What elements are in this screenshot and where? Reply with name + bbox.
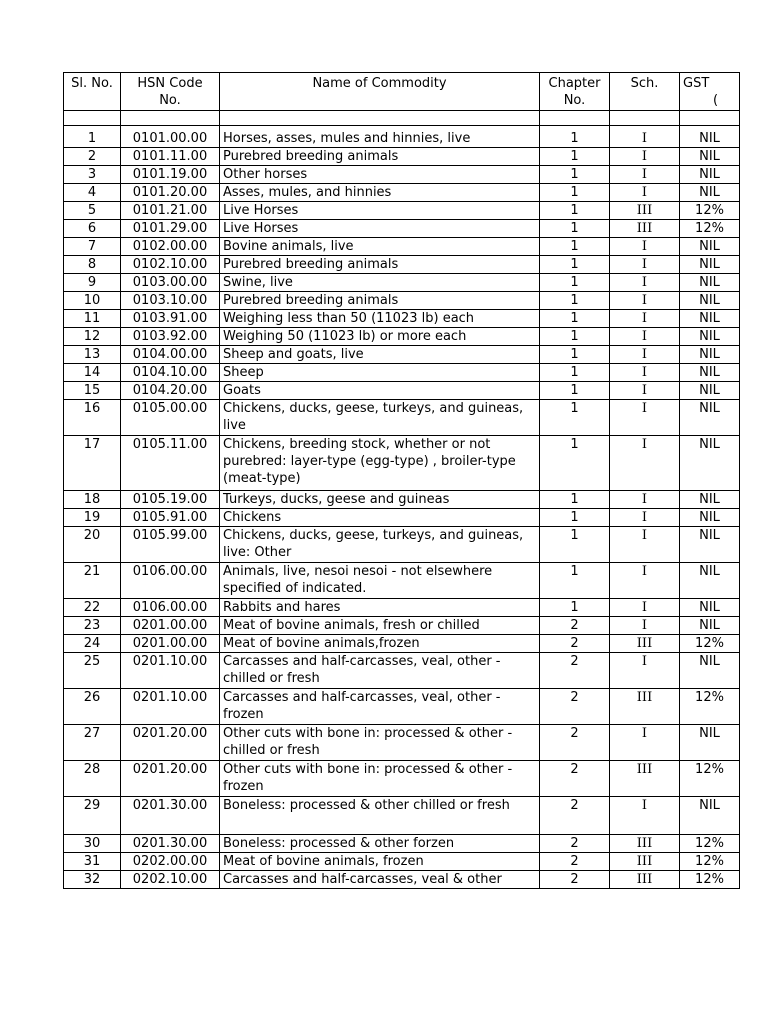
cell-gst: NIL <box>680 725 740 761</box>
table-body <box>64 126 740 889</box>
table-row <box>64 184 740 202</box>
cell-chapter: 1 <box>540 436 610 491</box>
cell-name: Carcasses and half-carcasses, veal, other - frozen <box>220 689 540 725</box>
cell-sl: 17 <box>64 436 121 491</box>
cell-chapter: 1 <box>540 274 610 292</box>
cell-chapter: 2 <box>540 761 610 797</box>
table-row <box>64 436 740 491</box>
cell-hsn: 0202.00.00 <box>121 853 220 871</box>
cell-sch: I <box>610 256 680 274</box>
cell-chapter: 1 <box>540 328 610 346</box>
cell-name: Meat of bovine animals, fresh or chilled <box>220 617 540 635</box>
cell-chapter: 2 <box>540 617 610 635</box>
cell-chapter: 1 <box>540 509 610 527</box>
cell-chapter: 1 <box>540 599 610 617</box>
cell-sch: I <box>610 617 680 635</box>
table-row <box>64 346 740 364</box>
table-row <box>64 617 740 635</box>
cell-sl: 13 <box>64 346 121 364</box>
cell-gst: NIL <box>680 328 740 346</box>
cell-sch: I <box>610 400 680 436</box>
cell-sch: I <box>610 491 680 509</box>
cell-name: Animals, live, nesoi nesoi - not elsewhere specified of indicated. <box>220 563 540 599</box>
cell-hsn: 0105.19.00 <box>121 491 220 509</box>
cell-sl: 8 <box>64 256 121 274</box>
cell-sl: 23 <box>64 617 121 635</box>
header-hsn: HSN Code No. <box>121 73 220 111</box>
cell-sch: I <box>610 328 680 346</box>
cell-gst: NIL <box>680 274 740 292</box>
cell-gst: NIL <box>680 617 740 635</box>
cell-sl: 12 <box>64 328 121 346</box>
table-row <box>64 220 740 238</box>
cell-sl: 15 <box>64 382 121 400</box>
cell-hsn: 0201.30.00 <box>121 797 220 835</box>
cell-hsn: 0106.00.00 <box>121 563 220 599</box>
cell-sch: III <box>610 871 680 889</box>
cell-gst: NIL <box>680 491 740 509</box>
cell-chapter: 2 <box>540 725 610 761</box>
cell-sch: I <box>610 238 680 256</box>
cell-hsn: 0106.00.00 <box>121 599 220 617</box>
cell-hsn: 0102.00.00 <box>121 238 220 256</box>
cell-name: Weighing 50 (11023 lb) or more each <box>220 328 540 346</box>
cell-sl: 28 <box>64 761 121 797</box>
cell-hsn: 0105.11.00 <box>121 436 220 491</box>
cell-sl: 24 <box>64 635 121 653</box>
cell-sch: III <box>610 853 680 871</box>
cell-hsn: 0103.92.00 <box>121 328 220 346</box>
cell-chapter: 2 <box>540 653 610 689</box>
table-row <box>64 148 740 166</box>
cell-chapter: 2 <box>540 853 610 871</box>
cell-sl: 27 <box>64 725 121 761</box>
table-row <box>64 274 740 292</box>
table-row <box>64 364 740 382</box>
cell-sl: 19 <box>64 509 121 527</box>
cell-gst: 12% <box>680 871 740 889</box>
cell-name: Carcasses and half-carcasses, veal & other <box>220 871 540 889</box>
cell-gst: NIL <box>680 166 740 184</box>
cell-sch: I <box>610 436 680 491</box>
cell-chapter: 1 <box>540 126 610 148</box>
cell-hsn: 0103.10.00 <box>121 292 220 310</box>
cell-gst: 12% <box>680 635 740 653</box>
cell-name: Purebred breeding animals <box>220 256 540 274</box>
cell-hsn: 0101.00.00 <box>121 126 220 148</box>
cell-name: Chickens, breeding stock, whether or not purebred: layer-type (egg-type) , broiler-type (meat-type) <box>220 436 540 491</box>
cell-sch: I <box>610 509 680 527</box>
cell-gst: NIL <box>680 126 740 148</box>
cell-hsn: 0103.91.00 <box>121 310 220 328</box>
cell-hsn: 0102.10.00 <box>121 256 220 274</box>
cell-sch: III <box>610 220 680 238</box>
cell-hsn: 0101.19.00 <box>121 166 220 184</box>
cell-chapter: 2 <box>540 635 610 653</box>
cell-gst: NIL <box>680 599 740 617</box>
cell-chapter: 2 <box>540 871 610 889</box>
cell-chapter: 1 <box>540 491 610 509</box>
cell-gst: NIL <box>680 238 740 256</box>
cell-sl: 9 <box>64 274 121 292</box>
cell-hsn: 0105.91.00 <box>121 509 220 527</box>
cell-gst: NIL <box>680 310 740 328</box>
cell-hsn: 0101.29.00 <box>121 220 220 238</box>
cell-chapter: 1 <box>540 202 610 220</box>
cell-gst: NIL <box>680 653 740 689</box>
cell-sl: 31 <box>64 853 121 871</box>
cell-name: Asses, mules, and hinnies <box>220 184 540 202</box>
header-name: Name of Commodity <box>220 73 540 111</box>
cell-sch: I <box>610 166 680 184</box>
cell-name: Horses, asses, mules and hinnies, live <box>220 126 540 148</box>
table-row <box>64 761 740 797</box>
cell-sl: 11 <box>64 310 121 328</box>
cell-gst: NIL <box>680 364 740 382</box>
commodity-table <box>63 72 740 889</box>
cell-sl: 26 <box>64 689 121 725</box>
cell-name: Purebred breeding animals <box>220 148 540 166</box>
header-row <box>64 73 740 111</box>
table-row <box>64 310 740 328</box>
cell-name: Chickens, ducks, geese, turkeys, and guineas, live: Other <box>220 527 540 563</box>
table-row <box>64 527 740 563</box>
cell-chapter: 1 <box>540 148 610 166</box>
cell-sch: I <box>610 292 680 310</box>
cell-hsn: 0201.00.00 <box>121 617 220 635</box>
cell-hsn: 0201.10.00 <box>121 653 220 689</box>
cell-sch: III <box>610 689 680 725</box>
cell-sch: III <box>610 761 680 797</box>
cell-name: Purebred breeding animals <box>220 292 540 310</box>
cell-hsn: 0101.20.00 <box>121 184 220 202</box>
cell-hsn: 0101.11.00 <box>121 148 220 166</box>
cell-sl: 3 <box>64 166 121 184</box>
cell-name: Weighing less than 50 (11023 lb) each <box>220 310 540 328</box>
cell-sl: 1 <box>64 126 121 148</box>
cell-sch: I <box>610 653 680 689</box>
cell-sch: I <box>610 599 680 617</box>
table-row <box>64 725 740 761</box>
table-row <box>64 126 740 148</box>
cell-hsn: 0202.10.00 <box>121 871 220 889</box>
cell-name: Goats <box>220 382 540 400</box>
cell-gst: NIL <box>680 563 740 599</box>
cell-name: Sheep and goats, live <box>220 346 540 364</box>
cell-gst: NIL <box>680 292 740 310</box>
cell-sch: I <box>610 364 680 382</box>
cell-name: Rabbits and hares <box>220 599 540 617</box>
cell-name: Sheep <box>220 364 540 382</box>
table-row <box>64 635 740 653</box>
cell-sch: I <box>610 346 680 364</box>
cell-hsn: 0104.20.00 <box>121 382 220 400</box>
cell-name: Live Horses <box>220 220 540 238</box>
cell-gst: NIL <box>680 400 740 436</box>
cell-sch: I <box>610 382 680 400</box>
cell-chapter: 1 <box>540 346 610 364</box>
cell-sch: I <box>610 797 680 835</box>
table-row <box>64 871 740 889</box>
cell-chapter: 1 <box>540 382 610 400</box>
table-row <box>64 400 740 436</box>
cell-sch: I <box>610 184 680 202</box>
cell-name: Swine, live <box>220 274 540 292</box>
table-row <box>64 256 740 274</box>
cell-gst: NIL <box>680 436 740 491</box>
table-row <box>64 689 740 725</box>
table-row <box>64 853 740 871</box>
cell-sl: 16 <box>64 400 121 436</box>
cell-chapter: 1 <box>540 400 610 436</box>
table-row <box>64 797 740 835</box>
cell-sch: I <box>610 126 680 148</box>
cell-sch: I <box>610 527 680 563</box>
cell-sch: I <box>610 148 680 166</box>
cell-sl: 20 <box>64 527 121 563</box>
table-row <box>64 491 740 509</box>
cell-name: Boneless: processed & other chilled or fresh <box>220 797 540 835</box>
cell-sl: 14 <box>64 364 121 382</box>
cell-gst: 12% <box>680 220 740 238</box>
cell-chapter: 1 <box>540 166 610 184</box>
cell-sch: III <box>610 835 680 853</box>
cell-hsn: 0201.20.00 <box>121 725 220 761</box>
cell-chapter: 1 <box>540 563 610 599</box>
table-row <box>64 166 740 184</box>
cell-hsn: 0104.00.00 <box>121 346 220 364</box>
cell-chapter: 1 <box>540 238 610 256</box>
cell-sl: 25 <box>64 653 121 689</box>
table-row <box>64 563 740 599</box>
cell-sch: I <box>610 274 680 292</box>
table-row <box>64 202 740 220</box>
cell-name: Other horses <box>220 166 540 184</box>
table-row <box>64 835 740 853</box>
cell-hsn: 0201.30.00 <box>121 835 220 853</box>
cell-hsn: 0201.20.00 <box>121 761 220 797</box>
cell-sl: 6 <box>64 220 121 238</box>
cell-name: Live Horses <box>220 202 540 220</box>
cell-gst: NIL <box>680 527 740 563</box>
cell-gst: 12% <box>680 853 740 871</box>
cell-name: Chickens, ducks, geese, turkeys, and guineas, live <box>220 400 540 436</box>
cell-gst: NIL <box>680 346 740 364</box>
cell-chapter: 1 <box>540 292 610 310</box>
cell-gst: 12% <box>680 761 740 797</box>
cell-hsn: 0105.00.00 <box>121 400 220 436</box>
cell-chapter: 2 <box>540 797 610 835</box>
cell-gst: 12% <box>680 689 740 725</box>
spacer-row <box>64 111 740 126</box>
cell-name: Other cuts with bone in: processed & other - frozen <box>220 761 540 797</box>
cell-sch: I <box>610 310 680 328</box>
cell-sl: 29 <box>64 797 121 835</box>
table-row <box>64 599 740 617</box>
cell-hsn: 0201.10.00 <box>121 689 220 725</box>
header-sch: Sch. <box>610 73 680 111</box>
cell-hsn: 0103.00.00 <box>121 274 220 292</box>
cell-gst: NIL <box>680 382 740 400</box>
cell-sl: 22 <box>64 599 121 617</box>
table-row <box>64 238 740 256</box>
cell-name: Other cuts with bone in: processed & other - chilled or fresh <box>220 725 540 761</box>
table-row <box>64 509 740 527</box>
cell-sl: 21 <box>64 563 121 599</box>
cell-name: Boneless: processed & other forzen <box>220 835 540 853</box>
cell-gst: NIL <box>680 184 740 202</box>
table-row <box>64 382 740 400</box>
cell-chapter: 1 <box>540 184 610 202</box>
cell-chapter: 2 <box>540 689 610 725</box>
cell-hsn: 0104.10.00 <box>121 364 220 382</box>
cell-sl: 5 <box>64 202 121 220</box>
cell-sch: III <box>610 202 680 220</box>
cell-name: Carcasses and half-carcasses, veal, other - chilled or fresh <box>220 653 540 689</box>
cell-chapter: 2 <box>540 835 610 853</box>
header-sl: Sl. No. <box>64 73 121 111</box>
cell-name: Bovine animals, live <box>220 238 540 256</box>
table-row <box>64 653 740 689</box>
cell-hsn: 0105.99.00 <box>121 527 220 563</box>
cell-chapter: 1 <box>540 527 610 563</box>
cell-chapter: 1 <box>540 310 610 328</box>
cell-gst: NIL <box>680 256 740 274</box>
cell-sch: III <box>610 635 680 653</box>
cell-hsn: 0101.21.00 <box>121 202 220 220</box>
cell-chapter: 1 <box>540 364 610 382</box>
cell-chapter: 1 <box>540 220 610 238</box>
cell-sl: 10 <box>64 292 121 310</box>
cell-gst: 12% <box>680 835 740 853</box>
cell-gst: NIL <box>680 148 740 166</box>
cell-name: Meat of bovine animals,frozen <box>220 635 540 653</box>
cell-sch: I <box>610 563 680 599</box>
cell-hsn: 0201.00.00 <box>121 635 220 653</box>
cell-sl: 7 <box>64 238 121 256</box>
cell-sl: 18 <box>64 491 121 509</box>
header-chapter: Chapter No. <box>540 73 610 111</box>
table-row <box>64 292 740 310</box>
cell-name: Turkeys, ducks, geese and guineas <box>220 491 540 509</box>
cell-name: Meat of bovine animals, frozen <box>220 853 540 871</box>
cell-sl: 32 <box>64 871 121 889</box>
cell-gst: NIL <box>680 797 740 835</box>
cell-gst: 12% <box>680 202 740 220</box>
header-gst: GST ( <box>680 73 740 111</box>
cell-chapter: 1 <box>540 256 610 274</box>
table-row <box>64 328 740 346</box>
cell-sch: I <box>610 725 680 761</box>
cell-sl: 2 <box>64 148 121 166</box>
cell-gst: NIL <box>680 509 740 527</box>
cell-sl: 4 <box>64 184 121 202</box>
cell-sl: 30 <box>64 835 121 853</box>
cell-name: Chickens <box>220 509 540 527</box>
